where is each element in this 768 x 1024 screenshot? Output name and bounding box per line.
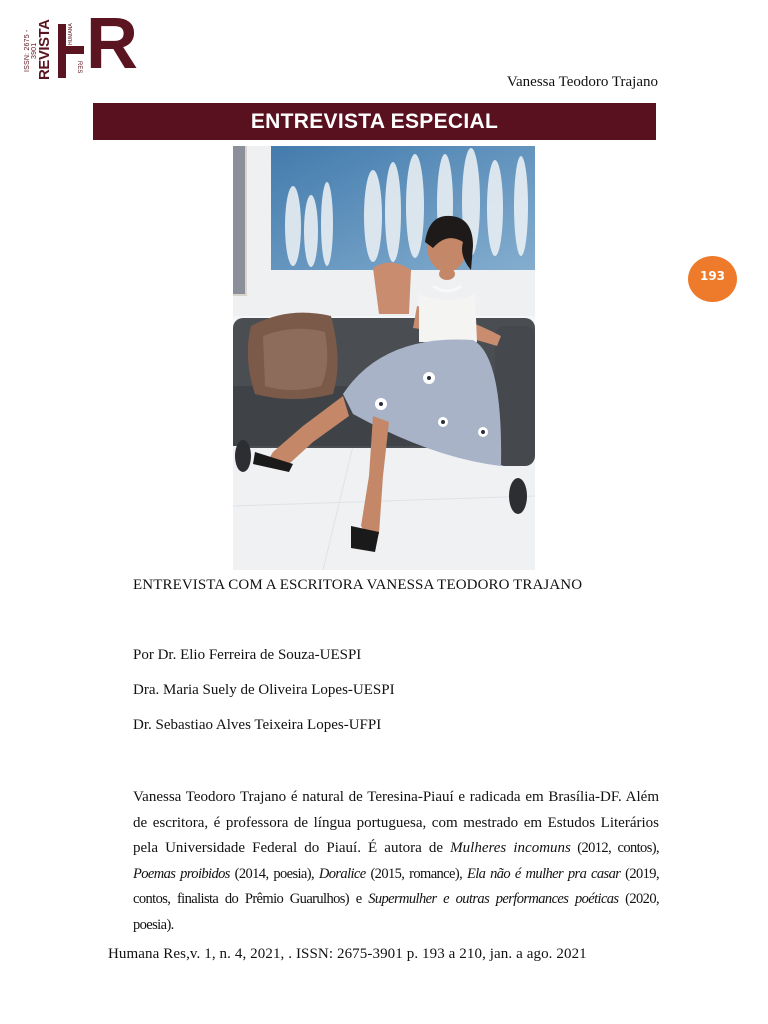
book-title: Supermulher e outras performances poéticas	[368, 891, 619, 907]
page-number-badge: 193	[688, 256, 737, 302]
book-title: Mulheres incomuns	[450, 840, 571, 856]
logo-issn: ISSN: 2675 - 3901	[24, 29, 38, 73]
author-line: Dra. Maria Suely de Oliveira Lopes-UESPI	[133, 682, 395, 698]
running-header-author: Vanessa Teodoro Trajano	[506, 74, 658, 90]
text-run: (2014, poesia),	[229, 865, 319, 882]
text-run: (2020, poesia).	[133, 891, 659, 933]
book-title: Poemas proibidos	[133, 865, 230, 882]
text-run: (2012, contos),	[570, 840, 659, 856]
section-banner: ENTREVISTA ESPECIAL	[93, 103, 656, 140]
text-run: (2015, romance),	[365, 865, 467, 882]
book-title: Doralice	[318, 865, 366, 882]
logo-revista-word: REVISTA	[36, 19, 53, 80]
logo-h-mark	[58, 24, 84, 78]
intro-paragraph	[133, 785, 659, 938]
logo-res-word: RES	[76, 60, 82, 74]
portrait-illustration	[233, 146, 535, 570]
text-run: Vanessa Teodoro Trajano é natural de Teresina-Piauí e radicada em Brasília-DF. Além de escritora, é professora de língua portuguesa, com mestrado em Estudos Literários pela Universidade Federal do Piauí. É autora de	[133, 789, 659, 856]
book-title: Ela não é mulher pra casar	[466, 865, 621, 882]
text-run: (2019, contos, finalista do Prêmio Guarulhos) e	[133, 865, 659, 907]
author-line: Por Dr. Elio Ferreira de Souza-UESPI	[133, 647, 362, 663]
logo-r-letter: R	[86, 4, 138, 84]
author-photo	[233, 146, 535, 570]
logo-humana-word: HUMANA	[68, 23, 74, 45]
journal-citation-footer: Humana Res,v. 1, n. 4, 2021, . ISSN: 2675-3901 p. 193 a 210, jan. a ago. 2021	[108, 946, 587, 962]
interview-caption: ENTREVISTA COM A ESCRITORA VANESSA TEODORO TRAJANO	[133, 577, 583, 593]
author-line: Dr. Sebastiao Alves Teixeira Lopes-UFPI	[133, 717, 382, 733]
journal-logo	[24, 4, 140, 84]
